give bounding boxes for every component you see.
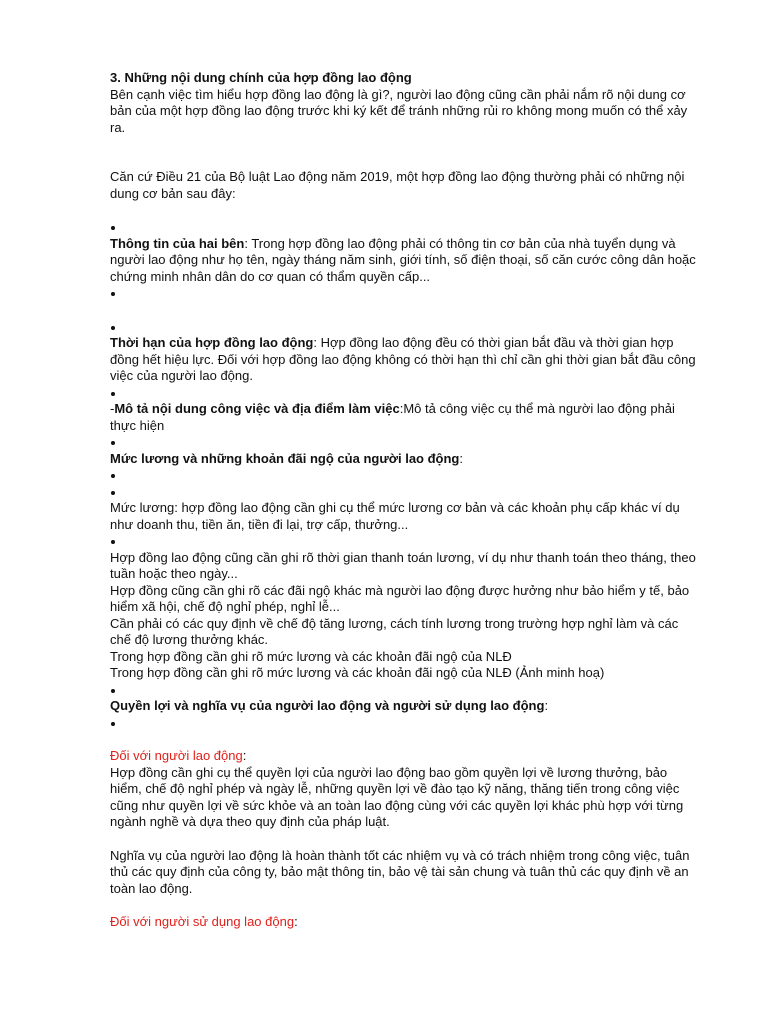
spacer	[110, 202, 698, 219]
item-label: Quyền lợi và nghĩa vụ của người lao động và người sử dụng lao động	[110, 698, 545, 713]
salary-line: Trong hợp đồng cần ghi rõ mức lương và các khoản đãi ngộ của NLĐ	[110, 648, 512, 664]
salary-line: Hợp đồng cũng cần ghi rõ các đãi ngộ khác mà người lao động được hưởng như bảo hiểm y tế, bảo hiểm xã hội, chế độ nghỉ phép, nghỉ lễ...	[110, 582, 690, 614]
worker-rights-paragraph: Hợp đồng cần ghi cụ thể quyền lợi của người lao động bao gồm quyền lợi về lương thưởng, bảo hiểm, chế độ nghỉ phép và ngày lễ, những quyền lợi về đào tạo kỹ năng, thăng tiến trong công việc cũng như quyền lợi về sức khỏe và an toàn lao động cùng với các quyền lợi khác phù hợp với từng ngành nghề và dựa theo quy định của pháp luật.	[110, 764, 684, 829]
bullet-dot	[110, 467, 698, 484]
worker-heading-text: Đối với người lao động	[110, 748, 243, 763]
worker-heading	[110, 748, 698, 765]
spacer	[110, 831, 698, 848]
item-text: : Hợp đồng lao động đều có thời gian bắt đầu và thời gian hợp đồng hết hiệu lực. Đối với hợp đồng lao động không có thời hạn thì chỉ cần ghi thời gian bắt đầu công việc của người lao động.	[110, 335, 696, 383]
spacer	[110, 897, 698, 914]
item-text: : Trong hợp đồng lao động phải có thông tin cơ bản của nhà tuyển dụng và người lao động như họ tên, ngày tháng năm sinh, giới tính, số điện thoại, số căn cước công dân hoặc chứng minh nhân dân do cơ quan có thẩm quyền cấp...	[110, 235, 696, 284]
employer-heading	[110, 914, 698, 931]
bullet-dot	[110, 715, 698, 732]
spacer	[110, 302, 698, 319]
salary-paragraph: Mức lương: hợp đồng lao động cần ghi cụ thể mức lương cơ bản và các khoản phụ cấp khác ví dụ như doanh thu, tiền ăn, tiền đi lại, trợ cấp, thưởng...	[110, 500, 680, 532]
bullet-dot	[110, 434, 698, 451]
employer-heading-text: Đối với người sử dụng lao động	[110, 914, 295, 929]
spacer	[110, 136, 698, 169]
heading-colon: :	[294, 914, 298, 929]
intro-paragraph: Bên cạnh việc tìm hiểu hợp đồng lao động là gì?, người lao động cũng cần phải nắm rõ nội dung cơ bản của một hợp đồng lao động trước khi ký kết để tránh những rủi ro không mong muốn có thể xảy ra.	[110, 86, 688, 135]
bullet-dot	[110, 219, 698, 236]
bullet-dot	[110, 533, 698, 550]
bullet-dot	[110, 285, 698, 302]
document-page	[110, 70, 698, 931]
list-item-party-info	[110, 236, 698, 286]
bullet-dot	[110, 385, 698, 402]
item-label: Mô tả nội dung công việc và địa điểm làm việc	[114, 401, 400, 416]
bullet-dot	[110, 319, 698, 336]
bullet-dot	[110, 484, 698, 501]
list-item-contract-term	[110, 335, 698, 385]
salary-line: Hợp đồng lao động cũng cần ghi rõ thời gian thanh toán lương, ví dụ như thanh toán theo tháng, theo tuần hoặc theo ngày...	[110, 549, 696, 581]
item-text: :	[459, 450, 463, 466]
salary-line: Trong hợp đồng cần ghi rõ mức lương và các khoản đãi ngộ của NLĐ (Ảnh minh hoạ)	[110, 665, 605, 680]
item-label: Thời hạn của hợp đồng lao động	[110, 335, 314, 350]
list-item-rights-duties	[110, 698, 698, 715]
legal-basis-paragraph: Căn cứ Điều 21 của Bộ luật Lao động năm 2019, một hợp đồng lao động thường phải có những nội dung cơ bản sau đây:	[110, 169, 685, 201]
item-prefix: -	[110, 401, 115, 416]
list-item-job-description	[110, 401, 698, 434]
item-label: Thông tin của hai bên	[110, 235, 245, 251]
list-item-salary	[110, 451, 698, 468]
salary-line: Cần phải có các quy định về chế độ tăng lương, cách tính lương trong trường hợp nghỉ làm và các chế độ lương thưởng khác.	[110, 615, 679, 647]
heading-colon: :	[242, 748, 247, 763]
worker-duties-paragraph: Nghĩa vụ của người lao động là hoàn thành tốt các nhiệm vụ và có trách nhiệm trong công việc, tuân thủ các quy định của công ty, bảo mật thông tin, bảo vệ tài sản chung và tuân thủ các quy định về an toàn lao động.	[110, 847, 690, 896]
item-text: :Mô tả công việc cụ thể mà người lao động phải thực hiện	[110, 401, 675, 433]
section-title: 3. Những nội dung chính của hợp đồng lao động	[110, 70, 412, 85]
item-text: :	[544, 698, 549, 713]
bullet-dot	[110, 682, 698, 699]
item-label: Mức lương và những khoản đãi ngộ của người lao động	[110, 450, 460, 466]
spacer	[110, 731, 698, 748]
